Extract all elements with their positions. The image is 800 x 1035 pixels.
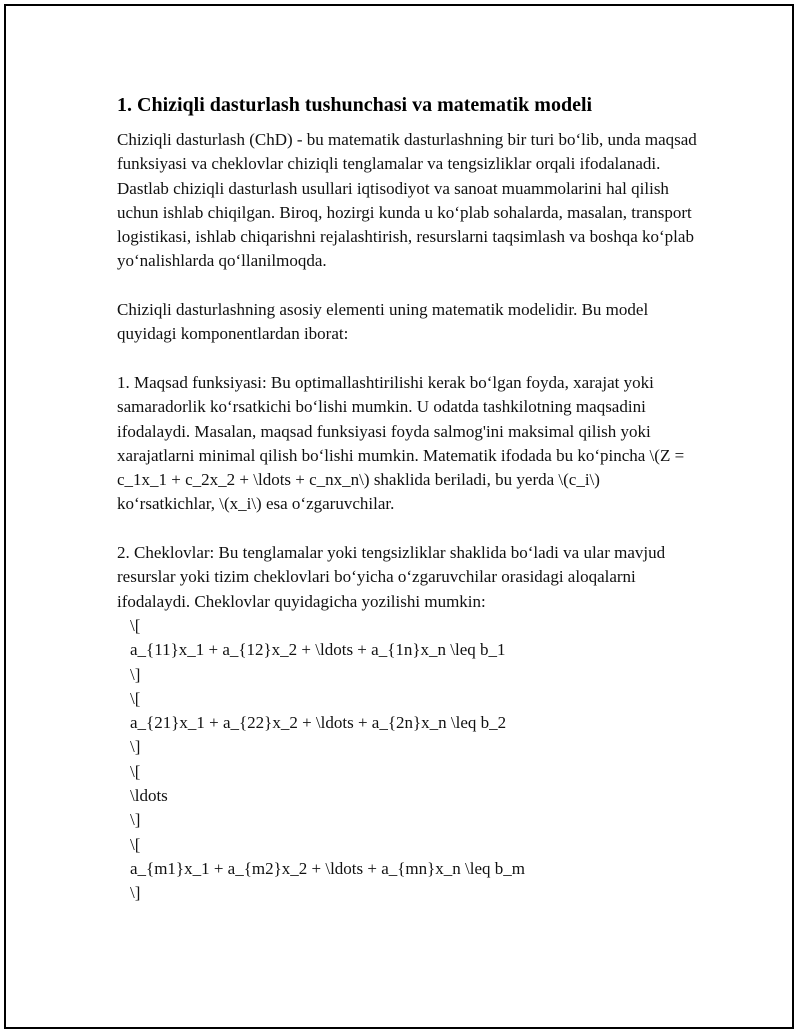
- document-title: 1. Chiziqli dasturlash tushunchasi va matematik modeli: [117, 94, 593, 116]
- equation-line: \ldots: [130, 786, 168, 806]
- equation-line: \]: [130, 664, 141, 684]
- paragraph-model-overview: Chiziqli dasturlashning asosiy elementi uning matematik modelidir. Bu model quyidagi komponentlardan iborat:: [117, 300, 649, 344]
- equation-line: \[: [130, 615, 141, 635]
- equation-line: \]: [130, 810, 141, 830]
- equation-line: \]: [130, 883, 141, 903]
- equation-line: \[: [130, 688, 141, 708]
- equation-line: \]: [130, 737, 141, 757]
- paragraph-constraints: 2. Cheklovlar: Bu tenglamalar yoki tengsizliklar shaklida bo‘ladi va ular mavjud resurslar yoki tizim cheklovlari bo‘yicha o‘zgaruvchilar orasidagi aloqalarni ifodalaydi. Cheklovlar quyidagicha yozilishi mumkin:: [117, 543, 666, 611]
- equation-line: a_{m1}x_1 + a_{m2}x_2 + \ldots + a_{mn}x_n \leq b_m: [130, 858, 526, 878]
- constraints-equation-block: [117, 614, 697, 906]
- paragraph-objective-function: 1. Maqsad funksiyasi: Bu optimallashtirilishi kerak bo‘lgan foyda, xarajat yoki samaradorlik ko‘rsatkichi bo‘lishi mumkin. U odatda tashkilotning maqsadini ifodalaydi. Masalan, maqsad funksiyasi foyda salmog'ini maksimal qilish yoki xarajatlarni minimal qilish bo‘lishi mumkin. Matematik ifodada bu ko‘pincha \(Z = c_1x_1 + c_2x_2 + \ldots + c_nx_n\) shaklida beriladi, bu yerda \(c_i\) ko‘rsatkichlar, \(x_i\) esa o‘zgaruvchilar.: [117, 372, 685, 514]
- equation-line: a_{21}x_1 + a_{22}x_2 + \ldots + a_{2n}x_n \leq b_2: [130, 713, 507, 733]
- document-body: [117, 92, 697, 906]
- equation-line: a_{11}x_1 + a_{12}x_2 + \ldots + a_{1n}x_n \leq b_1: [130, 640, 506, 660]
- paragraph-intro: Chiziqli dasturlash (ChD) - bu matematik dasturlashning bir turi bo‘lib, unda maqsad funksiyasi va cheklovlar chiziqli tenglamalar va tengsizliklar orqali ifodalanadi. Dastlab chiziqli dasturlash usullari iqtisodiyot va sanoat muammolarini hal qilish uchun ishlab chiqilgan. Biroq, hozirgi kunda u ko‘plab sohalarda, masalan, transport logistikasi, ishlab chiqarishni rejalashtirish, resurslarni taqsimlash va boshqa ko‘plab yo‘nalishlarda qo‘llanilmoqda.: [117, 130, 697, 271]
- equation-line: \[: [130, 834, 141, 854]
- equation-line: \[: [130, 761, 141, 781]
